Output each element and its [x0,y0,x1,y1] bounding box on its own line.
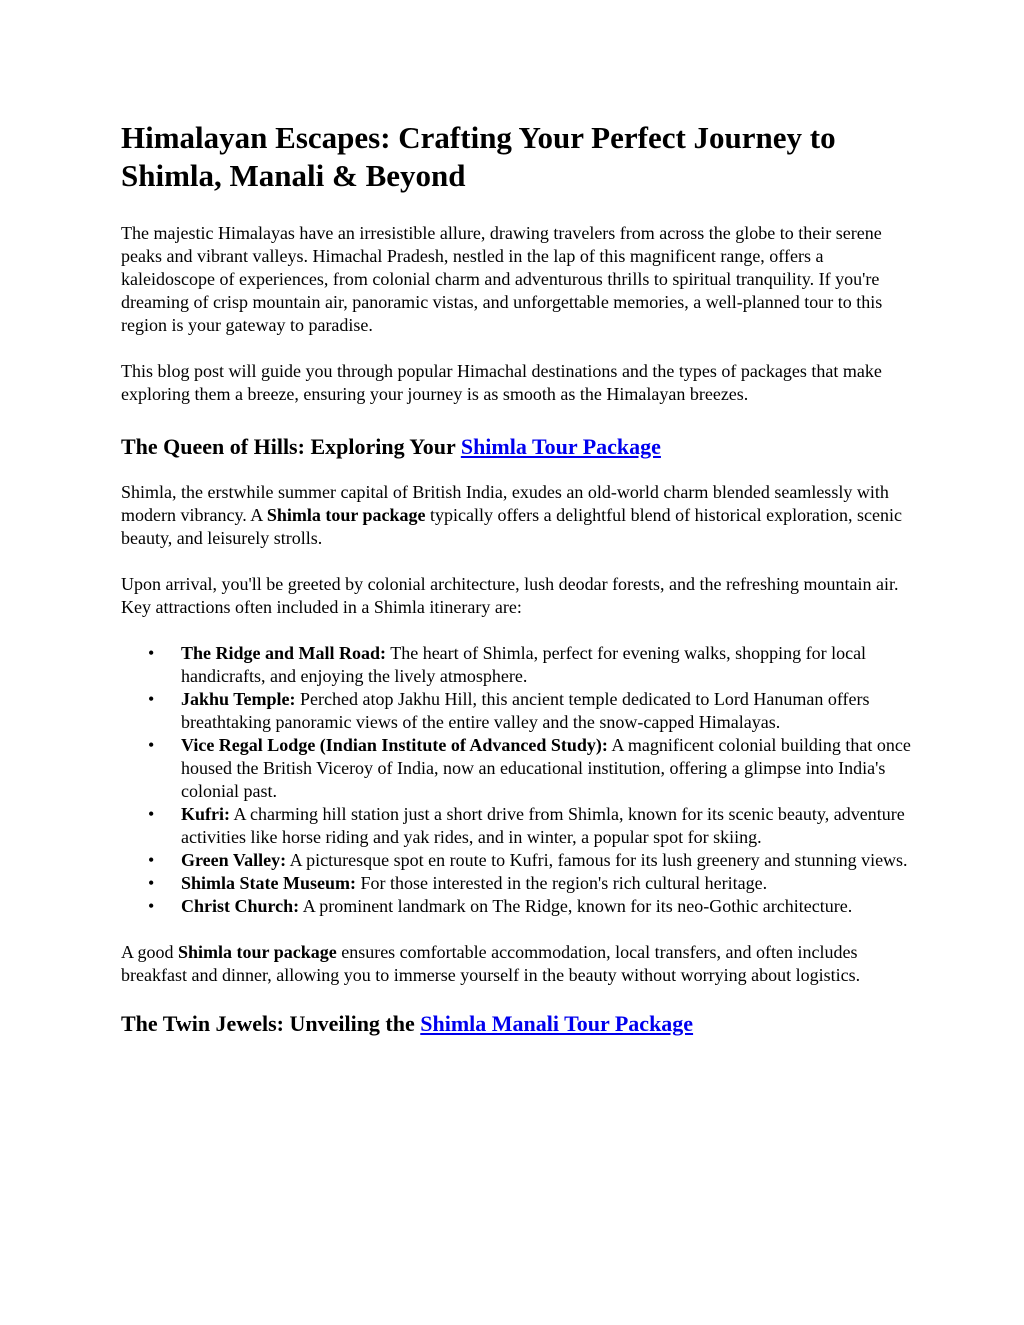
list-item [148,895,911,918]
bullet-icon: • [148,873,155,893]
list-item [148,734,911,803]
list-item-label: Christ Church: [181,896,300,916]
shimla-paragraph-2: Upon arrival, you'll be greeted by colonial architecture, lush deodar forests, and the refreshing mountain air. Key attractions often included in a Shimla itinerary are: [121,574,899,617]
list-item-label: Green Valley: [181,850,287,870]
list-item-text: A prominent landmark on The Ridge, known for its neo-Gothic architecture. [299,896,853,916]
list-item-label: Shimla State Museum: [181,873,356,893]
bullet-icon: • [148,804,155,824]
list-item [148,849,911,872]
intro-paragraph-2: This blog post will guide you through popular Himachal destinations and the types of packages that make exploring them a breeze, ensuring your journey is as smooth as the Himalayan breezes. [121,361,882,404]
bullet-icon: • [148,689,155,709]
shimla-paragraph-3-bold: Shimla tour package [178,942,337,962]
list-item [148,803,911,849]
list-item-label: Kufri: [181,804,230,824]
list-item [148,872,911,895]
shimla-paragraph-3 [121,941,911,987]
list-item [148,642,911,688]
section-heading-shimla [121,433,911,461]
shimla-paragraph-1-text-b: typically offers a delightful blend of historical exploration, scenic beauty, and leisurely strolls. [121,505,903,548]
bullet-icon: • [148,850,155,870]
shimla-paragraph-3-text-b: ensures comfortable accommodation, local transfers, and often includes breakfast and dinner, allowing you to immerse yourself in the beauty without worrying about logistics. [121,942,861,985]
shimla-tour-package-link[interactable]: Shimla Tour Package [460,434,661,459]
list-item-label: Vice Regal Lodge (Indian Institute of Advanced Study): [181,735,608,755]
bullet-icon: • [148,896,155,916]
shimla-paragraph-1-bold: Shimla tour package [266,505,426,525]
section-heading-shimla-manali [121,1010,911,1038]
shimla-paragraph-3-text-a: A good [121,942,179,962]
section-heading-shimla-manali-text: The Twin Jewels: Unveiling the [121,1011,421,1036]
list-item-text: For those interested in the region's rich cultural heritage. [356,873,768,893]
list-item-text: A magnificent colonial building that once housed the British Viceroy of India, now an educational institution, offering a glimpse into India's colonial past. [181,735,911,801]
list-item-text: The heart of Shimla, perfect for evening walks, shopping for local handicrafts, and enjoying the lively atmosphere. [181,643,867,686]
list-item-label: Jakhu Temple: [181,689,296,709]
page-title: Himalayan Escapes: Crafting Your Perfect Journey to Shimla, Manali & Beyond [121,120,836,193]
list-item [148,688,911,734]
bullet-icon: • [148,643,155,663]
list-item-label: The Ridge and Mall Road: [181,643,387,663]
list-item-text: A picturesque spot en route to Kufri, famous for its lush greenery and stunning views. [286,850,908,870]
shimla-paragraph-1 [121,481,911,550]
list-item-text: Perched atop Jakhu Hill, this ancient temple dedicated to Lord Hanuman offers breathtaking panoramic views of the entire valley and the snow-capped Himalayas. [181,689,870,732]
shimla-manali-tour-package-link[interactable]: Shimla Manali Tour Package [420,1011,694,1036]
bullet-icon: • [148,735,155,755]
attractions-list [121,642,911,918]
intro-paragraph-1: The majestic Himalayas have an irresistible allure, drawing travelers from across the globe to their serene peaks and vibrant valleys. Himachal Pradesh, nestled in the lap of this magnificent range, offers a kaleidoscope of experiences, from colonial charm and adventurous thrills to spiritual tranquility. If you're dreaming of crisp mountain air, panoramic vistas, and unforgettable memories, a well-planned tour to this region is your gateway to paradise. [121,223,883,335]
list-item-text: A charming hill station just a short drive from Shimla, known for its scenic beauty, adventure activities like horse riding and yak rides, and in winter, a popular spot for skiing. [181,804,905,847]
shimla-paragraph-1-text-a: Shimla, the erstwhile summer capital of British India, exudes an old-world charm blended seamlessly with modern vibrancy. A [121,482,889,525]
section-heading-shimla-text: The Queen of Hills: Exploring Your [121,434,461,459]
document-page [121,119,911,1060]
